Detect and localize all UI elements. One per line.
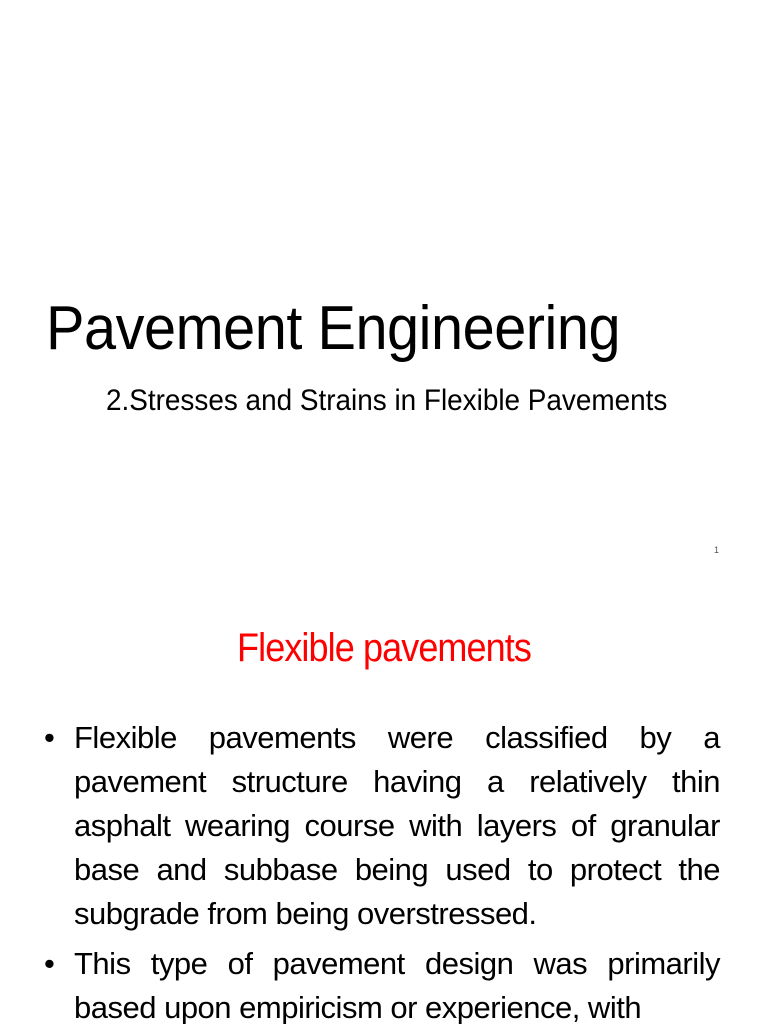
page-subtitle: 2.Stresses and Strains in Flexible Pavements [106,384,668,417]
bullet-icon: • [44,720,55,755]
list-item [0,716,720,936]
bullet-text: This type of pavement design was primarily based upon empiricism or experience, with [74,946,720,1024]
bullet-list [0,716,768,1024]
bullet-icon: • [44,946,55,981]
list-item [0,942,720,1024]
bullet-text: Flexible pavements were classified by a pavement structure having a relatively thin asphalt wearing course with layers of granular base and subbase being used to protect the subgrade from being overstressed. [74,720,720,931]
content-slide [0,576,768,1024]
page-number: 1 [714,545,720,555]
section-heading: Flexible pavements [237,626,531,670]
page-title: Pavement Engineering [46,294,621,363]
